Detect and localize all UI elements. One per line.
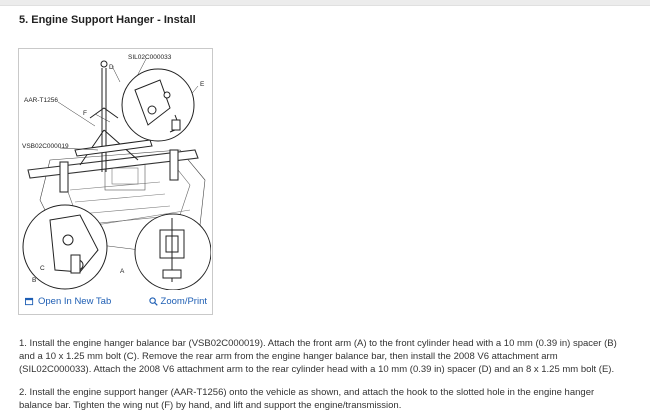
- zoom-print-link[interactable]: [149, 296, 207, 307]
- magnifier-icon: [149, 297, 158, 306]
- label-d: D: [109, 64, 114, 71]
- label-f: F: [83, 110, 87, 117]
- label-sil02c000033: SIL02C000033: [128, 54, 172, 61]
- figure-actions: [19, 293, 212, 311]
- label-e: E: [200, 81, 205, 88]
- page-title: 5. Engine Support Hanger - Install: [19, 14, 196, 26]
- label-a: A: [120, 268, 125, 275]
- engine-support-diagram[interactable]: [20, 50, 211, 290]
- instruction-step-1: 1. Install the engine hanger balance bar (VSB02C000019). Attach the front arm (A) to the front cylinder head with a 10 mm (0.39 in) spacer (B) and a 10 x 1.25 mm bolt (C). Remove the rear arm from the engine hanger balance bar, then install the 2008 V6 attachment arm (SIL02C000033). Attach the 2008 V6 attachment arm to the rear cylinder head with a 10 mm (0.39 in) spacer (D) and an 8 x 1.25 mm bolt (E).: [19, 338, 617, 375]
- open-tab-icon: [25, 297, 34, 306]
- top-bar: [0, 0, 650, 6]
- figure-card: [18, 48, 213, 315]
- instruction-step-2: 2. Install the engine support hanger (AAR-T1256) onto the vehicle as shown, and attach the hook to the slotted hole in the engine hanger balance bar. Tighten the wing nut (F) by hand, and lift and support the engine/transmission.: [19, 387, 595, 411]
- label-b: B: [32, 277, 37, 284]
- label-c: C: [40, 265, 45, 272]
- open-in-new-tab-link[interactable]: [25, 296, 111, 307]
- label-vsb02c000019: VSB02C000019: [22, 143, 69, 150]
- label-aar-t1256: AAR-T1256: [24, 97, 58, 104]
- detail-circle-bolt: [135, 214, 211, 290]
- detail-circle-rear: [122, 69, 194, 141]
- open-in-new-tab-label: Open In New Tab: [38, 296, 112, 307]
- zoom-print-label: Zoom/Print: [160, 296, 207, 307]
